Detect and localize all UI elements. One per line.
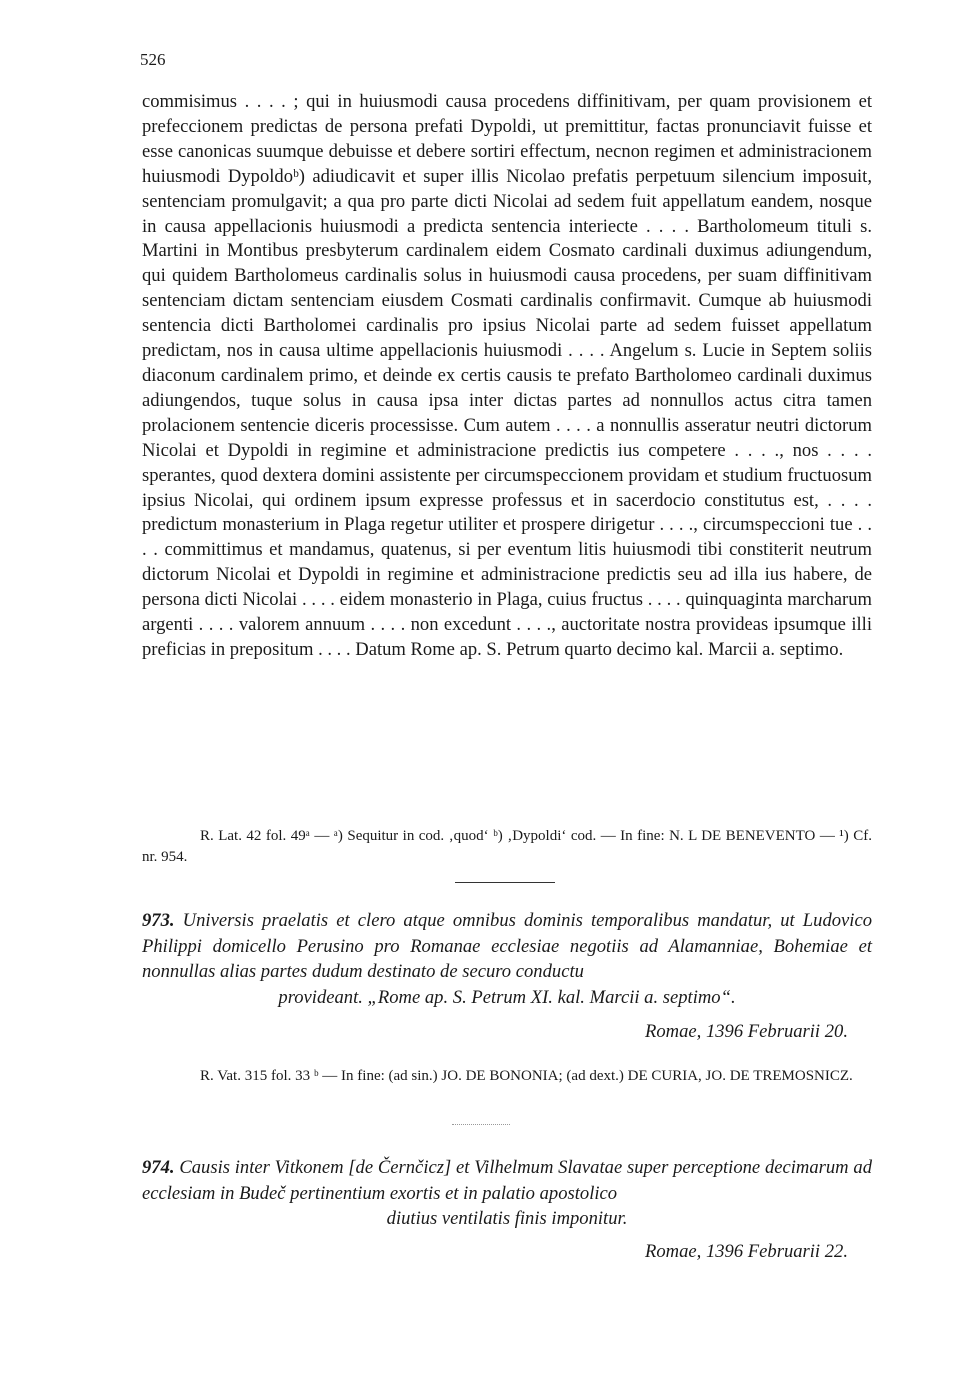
regest-974-text: Causis inter Vitkonem [de Černčicz] et Vilhelmum Slavatae super perceptione decimarum ad ecclesiam in Budeč pertinentium exortis et in palatio apostolico [142,1157,872,1204]
regest-974 [142,1155,872,1232]
regest-974-last-line: diutius ventilatis finis imponitur. [386,1208,628,1229]
entry-number-974: 974. [142,1157,175,1178]
section-divider [455,882,555,883]
page-number: 526 [140,50,166,69]
regest-973-last-line: provideant. „Rome ap. S. Petrum XI. kal. Marcii a. septimo“. [278,986,736,1008]
footnote-973: R. Vat. 315 fol. 33 ᵇ — In fine: (ad sin.) JO. DE BONONIA; (ad dext.) DE CURIA, JO. DE TREMOSNICZ. [200,1068,853,1084]
regest-973-text: Universis praelatis et clero atque omnibus dominis temporalibus mandatur, ut Ludovico Philippi domicello Perusino pro Romanae ecclesiae negotiis ad Alamanniae, Bohemiae et nonnullas alias partes dudum destinato de securo conductu [142,910,872,982]
main-text: commisimus . . . . ; qui in huiusmodi causa procedens diffinitivam, per quam provisionem et prefeccionem predictas de persona prefati Dypoldi, ut premittitur, factas pronunciavit fuisse et esse canonicas suumque debuisse et debere sortiri effectum, necnon regimen et administracionem huiusmodi Dypoldoᵇ) adiudicavit et super illis Nicolao prefatis perpetuum silencium imposuit, sentenciam promulgavit; a qua pro parte dicti Nicolai ad sedem fuit appellatum eandem, nosque in causa appellacionis huiusmodi a predicta sentencia interiecte . . . . Bartholomeum tituli s. Martini in Montibus presbyterum cardinalem eidem Cosmato cardinali duximus adiungendum, qui quidem Bartholomeus cardinalis solus in huiusmodi causa procedens, per suam diffinitivam sentenciam dictam sentenciam eiusdem Cosmati cardinalis confirmavit. Cumque ab huiusmodi sentencia dicti Bartholomei cardinalis pro ipsius Nicolai parte ad sedem fuisset appellatum predictam, nos in causa ultime appellacionis huiusmodi . . . . Angelum s. Lucie in Septem soliis diaconum cardinalem primo, et deinde ex certis causis te prefato Bartholomeo cardinali duximus adiungendos, tuque solus in causa ipsa inter dictas partes ad nonnullos actus citra tamen prolacionem sentencie diceris processisse. Cum autem . . . . a nonnullis asseratur neutri dictorum Nicolai et Dypoldi in regimine et administracione predictis ius competere . . . ., nos . . . . sperantes, quod dextera domini assistente per circumspeccionem providam et studium fructuosum ipsius Nicolai, qui ordinem ipsum expresse professus et in sacerdocio constitutus est, . . . . predictum monasterium in Plaga regetur utiliter et prospere dirigetur . . . ., circumspeccioni tue . . . . committimus et mandamus, quatenus, si per eventum litis huiusmodi tibi constiterit neutrum dictorum Nicolai et Dypoldi in regimine et administracione predictis seu ad illa ius habere, de persona dicti Nicolai . . . . eidem monasterio in Plaga, cuius fructus . . . . quinquaginta marcharum argenti . . . . valorem annuum . . . . non excedunt . . . ., auctoritate nostra provideas ipsumque illi preficias in prepositum . . . . Datum Rome ap. S. Petrum quarto decimo kal. Marcii a. septimo. [142,91,872,660]
date-974: Romae, 1396 Februarii 22. [645,1241,848,1262]
faint-divider [452,1124,510,1125]
entry-number-973: 973. [142,910,175,931]
date-973: Romae, 1396 Februarii 20. [645,1021,848,1042]
footnote-972: R. Lat. 42 fol. 49ᵃ — ᵃ) Sequitur in cod. ‚quod‘ ᵇ) ‚Dypoldi‘ cod. — In fine: N. L DE BENEVENTO — ¹) Cf. nr. 954. [142,828,872,865]
regest-973 [142,908,872,1010]
